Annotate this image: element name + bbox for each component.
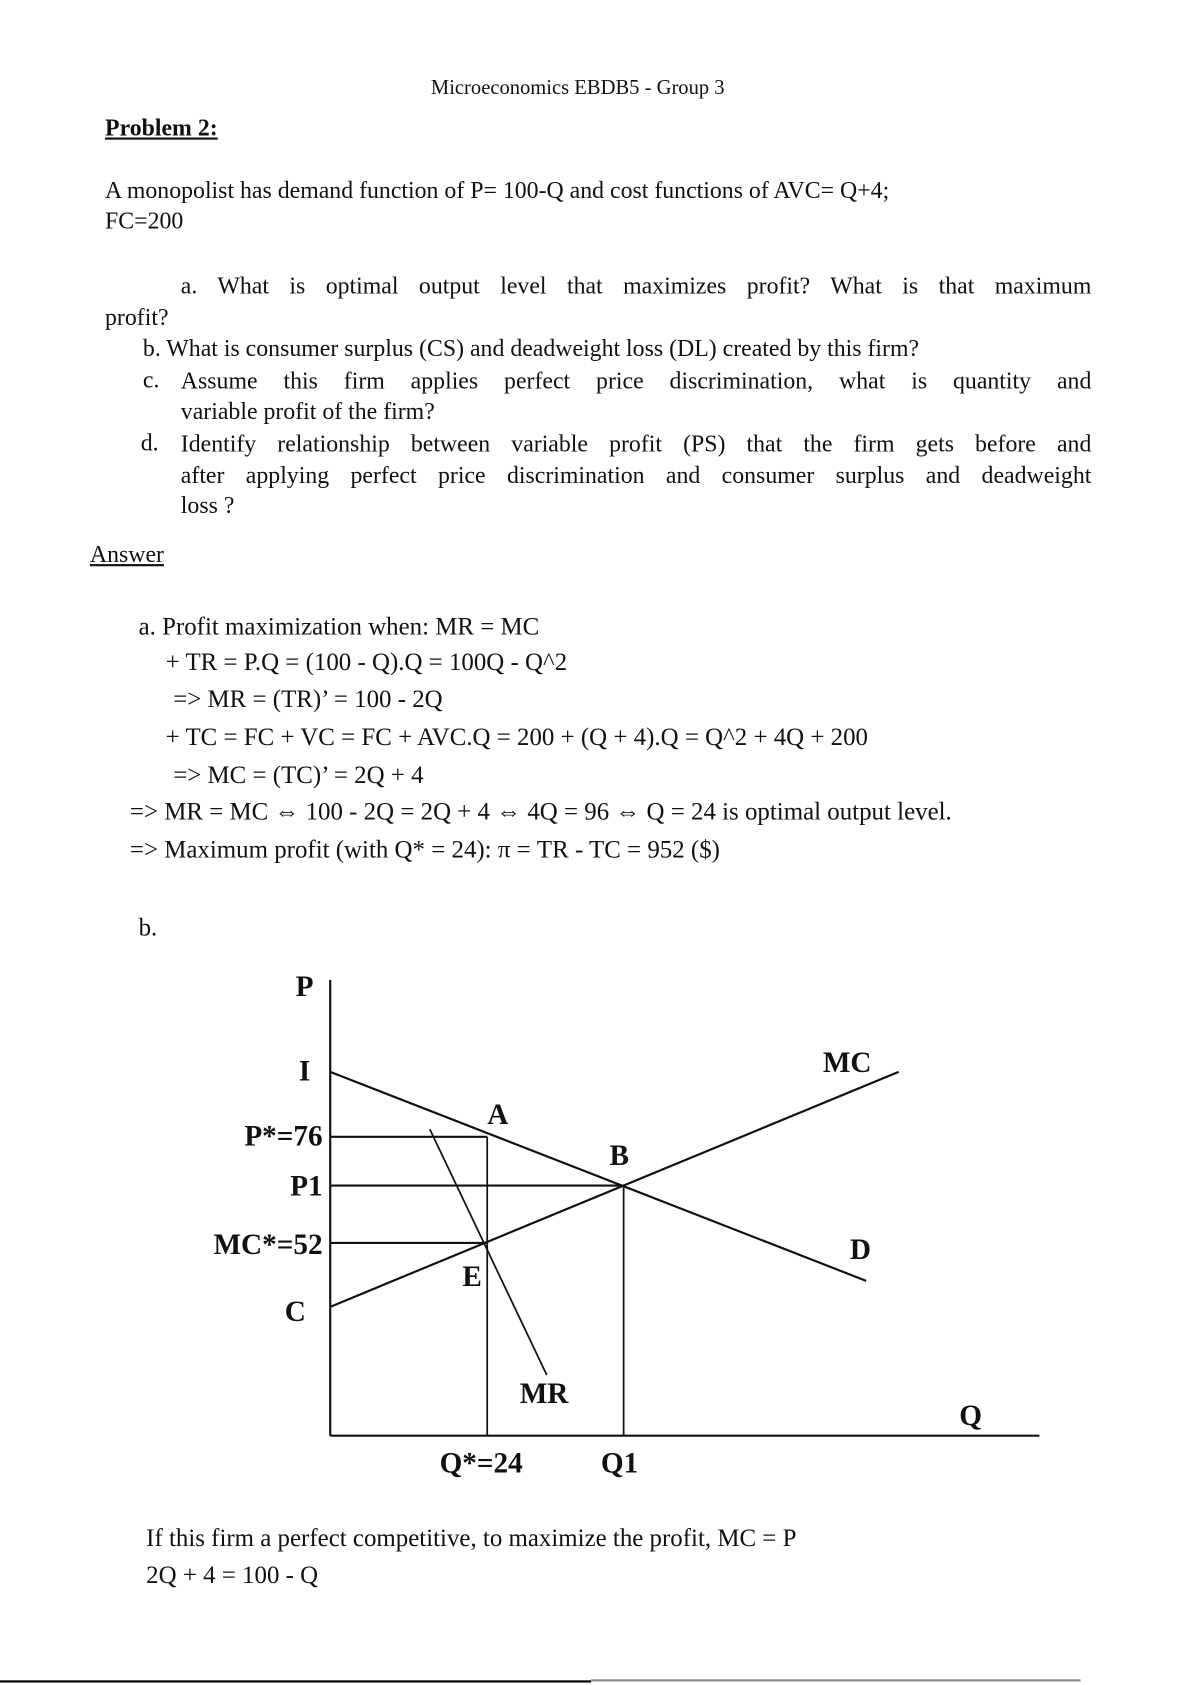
label-C: C xyxy=(284,1295,306,1328)
mr-curve xyxy=(430,1129,547,1375)
p-axis-label: P xyxy=(295,971,314,1004)
label-D: D xyxy=(849,1234,872,1267)
answer-b-line: 2Q + 4 = 100 - Q xyxy=(146,1561,319,1589)
label-q-star: Q*=24 xyxy=(439,1447,523,1480)
problem-title: Problem 2: xyxy=(105,113,218,141)
answer-b-line: If this firm a perfect competitive, to maximize the profit, MC = P xyxy=(146,1524,797,1552)
footer-rule xyxy=(0,1680,591,1682)
answer-a-line: + TC = FC + VC = FC + AVC.Q = 200 + (Q + 4).Q = Q^2 + 4Q + 200 xyxy=(165,723,869,751)
answer-a-line: a. Profit maximization when: MR = MC xyxy=(138,612,540,640)
problem-text-line: FC=200 xyxy=(105,206,184,234)
answer-a-line: => MR = (TR)’ = 100 - 2Q xyxy=(173,685,443,713)
answer-label: Answer xyxy=(89,540,164,568)
label-q1: Q1 xyxy=(600,1447,639,1480)
question-d: Identify relationship between variable profit (PS) that the firm gets before and xyxy=(180,429,1092,457)
answer-a-line: => MC = (TC)’ = 2Q + 4 xyxy=(173,761,424,789)
label-MR: MR xyxy=(519,1378,569,1411)
label-E: E xyxy=(462,1261,482,1294)
question-d-cont: loss ? xyxy=(180,491,235,519)
answer-b-label: b. xyxy=(138,913,158,941)
question-a-cont: profit? xyxy=(105,303,169,331)
answer-a-line: + TR = P.Q = (100 - Q).Q = 100Q - Q^2 xyxy=(165,648,568,676)
answer-a-line: => Maximum profit (with Q* = 24): π = TR - TC = 952 ($) xyxy=(129,835,720,863)
label-p-star: P*=76 xyxy=(244,1120,323,1153)
label-mc-star: MC*=52 xyxy=(213,1228,323,1261)
question-a: a. What is optimal output level that maximizes profit? What is that maximum xyxy=(180,271,1092,299)
demand-curve xyxy=(330,1072,866,1281)
question-d-marker: d. xyxy=(140,428,159,456)
label-A: A xyxy=(487,1098,509,1131)
label-MC: MC xyxy=(822,1046,872,1079)
problem-text-line: A monopolist has demand function of P= 100-Q and cost functions of AVC= Q+4; xyxy=(105,176,890,204)
mc-curve xyxy=(330,1072,898,1307)
question-c: Assume this firm applies perfect price discrimination, what is quantity and xyxy=(180,367,1092,395)
question-b: b. What is consumer surplus (CS) and deadweight loss (DL) created by this firm? xyxy=(142,334,920,362)
page-header: Microeconomics EBDB5 - Group 3 xyxy=(430,76,725,100)
question-d-cont: after applying perfect price discrimination and consumer surplus and deadweight xyxy=(180,461,1092,489)
question-c-cont: variable profit of the firm? xyxy=(180,397,435,425)
label-p1: P1 xyxy=(290,1170,323,1203)
footer-rule-gray xyxy=(591,1679,1080,1681)
question-c-marker: c. xyxy=(142,365,160,394)
answer-a-line: => MR = MC ⇔ 100 - 2Q = 2Q + 4 ⇔ 4Q = 96 ⇔ Q = 24 is optimal output level. xyxy=(129,797,952,826)
label-I: I xyxy=(298,1055,311,1088)
label-B: B xyxy=(609,1139,630,1172)
q-axis-label: Q xyxy=(959,1399,983,1432)
